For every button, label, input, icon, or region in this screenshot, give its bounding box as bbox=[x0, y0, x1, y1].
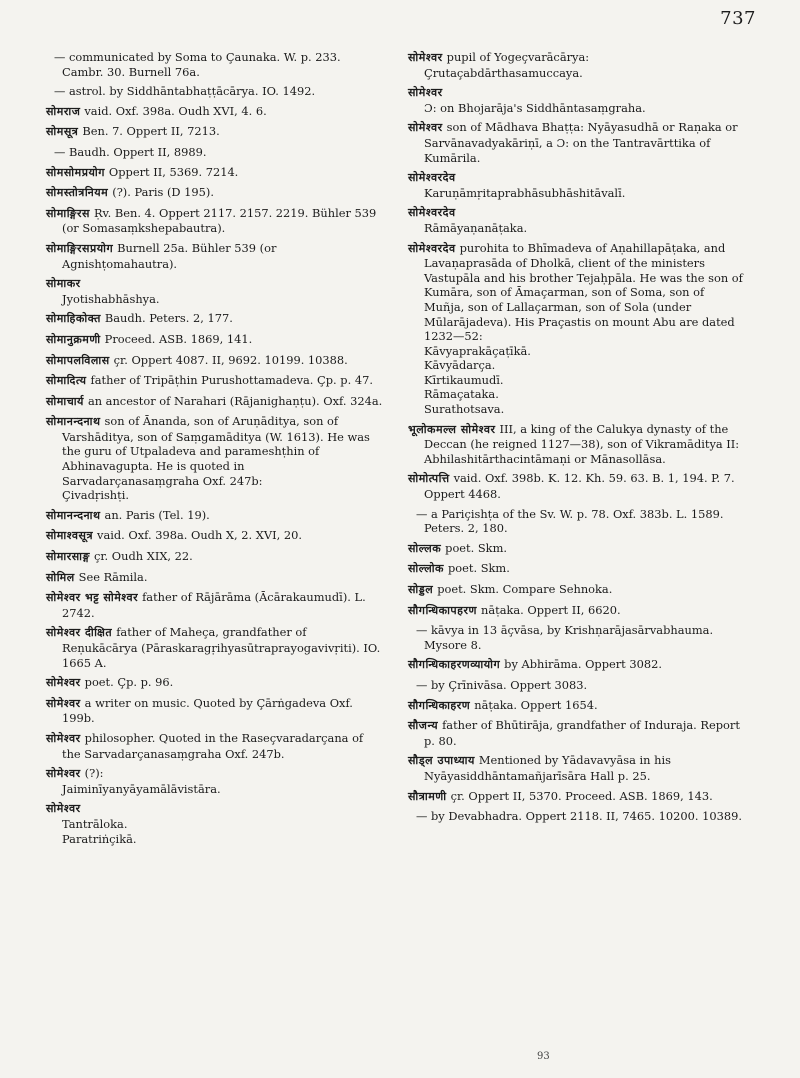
page-number: 737 bbox=[720, 8, 756, 29]
dictionary-entry bbox=[46, 625, 384, 670]
entry-headword: सोमस्तोत्रनियम bbox=[46, 186, 109, 200]
entry-headword: सोमेश्वर bbox=[46, 802, 81, 816]
entry-work-title: Surathotsava. bbox=[424, 402, 505, 417]
dictionary-entry bbox=[416, 507, 746, 536]
entry-work-title: Kāvyaprakāçaṭīkā. bbox=[424, 343, 531, 358]
dictionary-entry bbox=[408, 788, 746, 805]
dictionary-entry bbox=[46, 801, 384, 846]
entry-work-title: Paratriṅçikā. bbox=[62, 831, 137, 846]
entry-text: nāṭaka. Oppert 1654. bbox=[474, 697, 598, 712]
dictionary-entry bbox=[46, 766, 384, 796]
dictionary-entry bbox=[46, 185, 384, 201]
entry-text: poet. Skm. Compare Sehnoka. bbox=[437, 582, 613, 596]
entry-text: son of Mādhava Bhaṭṭa: Nyāyasudhā or Raṇaka or Sarvānavadyakāriṇī, a Ɔ: on the Tantravārttika of Kumārila. bbox=[424, 120, 738, 165]
entry-headword: सौत्रामणी bbox=[408, 789, 447, 803]
dictionary-entry bbox=[46, 276, 384, 306]
dictionary-entry bbox=[46, 205, 384, 236]
entry-headword: सोमिल bbox=[46, 570, 75, 584]
dictionary-entry bbox=[408, 170, 746, 200]
dictionary-entry bbox=[46, 414, 384, 503]
entry-headword: सोमेश्वर bbox=[408, 121, 443, 135]
entry-headword: सौगन्धिकाहरण bbox=[408, 698, 471, 712]
entry-work-title: Jyotishabhāshya. bbox=[62, 291, 160, 306]
entry-text: father of Maheça, grandfather of Reṇukācārya (Pāraskaragṛihyasūtraprayogavivṛiti). IO. 1665 A. bbox=[62, 625, 381, 670]
entry-text: a writer on music. Quoted by Çārṅgadeva Oxf. 199b. bbox=[62, 695, 353, 726]
entry-text: poet. Skm. bbox=[448, 561, 510, 576]
entry-text: — astrol. by Siddhāntabhaṭṭācārya. IO. 1492. bbox=[54, 84, 316, 99]
dictionary-entry bbox=[408, 561, 746, 577]
entry-text: Oppert II, 5369. 7214. bbox=[108, 164, 239, 179]
entry-headword: सोमाङ्गिरस bbox=[46, 206, 90, 220]
entry-text: Burnell 25a. Bühler 539 (or Agnishṭomahautra). bbox=[62, 240, 277, 271]
dictionary-entry bbox=[46, 240, 384, 271]
entry-text: father of Tripāṭhin Purushottamadeva. Çp. p. 47. bbox=[90, 373, 373, 388]
entry-headword: सोमेश्वर bbox=[46, 767, 81, 781]
dictionary-entry bbox=[408, 540, 746, 557]
entry-headword: सौगन्धिकाहरणव्यायोग bbox=[408, 658, 501, 672]
entry-text: an. Paris (Tel. 19). bbox=[104, 507, 210, 522]
entry-text: poet. Skm. bbox=[445, 540, 507, 555]
entry-headword: सोमेश्वर bbox=[408, 51, 443, 64]
dictionary-entry bbox=[46, 569, 384, 586]
entry-text: — communicated by Soma to Çaunaka. W. p. 233. Cambr. 30. Burnell 76a. bbox=[54, 50, 341, 79]
dictionary-entry bbox=[408, 205, 746, 235]
dictionary-entry bbox=[46, 590, 384, 620]
entry-headword: सौगन्धिकापहरण bbox=[408, 603, 477, 617]
entry-text: (?). Paris (D 195). bbox=[112, 185, 214, 200]
entry-text: purohita to Bhīmadeva of Aṇahillapāṭaka, and Lavaṇaprasāda of Dholkā, client of the ministers Vastupāla and his brother Tejaḥpāla. He was the son of Kumāra, son of Āmaçarman, son of Soma, son of Muñja, son of Lallaçarman, son of Sola (under Mūlarājadeva). His Praçastis on mount Abu are dated 1232—52: bbox=[424, 240, 743, 344]
dictionary-entry bbox=[408, 602, 746, 619]
entry-work-title: Çrutaçabdārthasamuccaya. bbox=[424, 65, 583, 80]
entry-headword: सोमापलविलास bbox=[46, 353, 110, 367]
dictionary-entry bbox=[46, 507, 384, 524]
dictionary-entry bbox=[46, 393, 384, 410]
entry-text: Ben. 7. Oppert II, 7213. bbox=[82, 124, 220, 139]
entry-headword: सोमराज bbox=[46, 104, 81, 118]
entry-work-title: Rāmaçataka. bbox=[424, 387, 499, 402]
entry-headword: सोमेश्वरदेव bbox=[408, 241, 456, 255]
entry-headword: सोमानन्दनाथ bbox=[46, 415, 101, 429]
dictionary-entry bbox=[46, 124, 384, 140]
entry-headword: सोमेश्वर भट्ट सोमेश्वर bbox=[46, 591, 139, 605]
dictionary-entry bbox=[416, 809, 746, 824]
entry-text: çr. Oppert II, 5370. Proceed. ASB. 1869, 143. bbox=[450, 788, 713, 803]
dictionary-entry bbox=[46, 730, 384, 761]
entry-text: (?): bbox=[84, 766, 104, 781]
left-column bbox=[46, 50, 384, 851]
entry-headword: सोमसोमप्रयोग bbox=[46, 165, 105, 179]
entry-headword: सोमाश्वसूत्र bbox=[46, 529, 94, 543]
entry-headword: सौजन्य bbox=[408, 719, 439, 733]
entry-work-title: Kīrtikaumudī. bbox=[424, 372, 504, 387]
entry-text: father of Bhūtirāja, grandfather of Induraja. Report p. 80. bbox=[424, 718, 740, 748]
entry-text: son of Ānanda, son of Aruṇāditya, son of Varshāditya, son of Saṃgamāditya (W. 1613). He was the guru of Utpaladeva and parameshṭhin of Abhinavagupta. He is quoted in Sarvadarçanasaṃgraha Oxf. 247b: bbox=[62, 414, 370, 488]
dictionary-entry bbox=[46, 695, 384, 726]
entry-text: — kāvya in 13 āçvāsa, by Krishṇarājasārvabhauma. Mysore 8. bbox=[416, 623, 714, 652]
dictionary-entry bbox=[46, 311, 384, 327]
dictionary-entry bbox=[408, 582, 746, 598]
entry-headword: सोमेश्वर दीक्षित bbox=[46, 626, 113, 640]
entry-work-title: Jaiminīyanyāyamālāvistāra. bbox=[62, 781, 221, 796]
dictionary-entry bbox=[54, 145, 384, 160]
dictionary-entry bbox=[416, 678, 746, 693]
entry-text: çr. Oudh XIX, 22. bbox=[93, 549, 193, 564]
entry-headword: सोमाचार्य bbox=[46, 394, 84, 408]
dictionary-entry bbox=[408, 50, 746, 80]
entry-work-title: Ɔ: on Bhojarāja's Siddhāntasaṃgraha. bbox=[424, 100, 646, 115]
dictionary-entry bbox=[46, 352, 384, 369]
entry-headword: सोड्डल bbox=[408, 583, 434, 596]
entry-headword: सोमेश्वर bbox=[46, 676, 81, 690]
entry-headword: सोमेश्वरदेव bbox=[408, 206, 456, 220]
entry-headword: सोमाहिकोक्त bbox=[46, 312, 101, 326]
entry-text: — Baudh. Oppert II, 8989. bbox=[54, 144, 207, 159]
entry-work-title: Abhilashitārthacintāmaṇi or Mānasollāsa. bbox=[424, 451, 666, 466]
entry-text: pupil of Yogeçvarācārya: bbox=[446, 50, 590, 64]
dictionary-entry bbox=[46, 675, 384, 691]
dictionary-entry bbox=[408, 657, 746, 673]
footer-signature-mark: 93 bbox=[537, 1051, 550, 1062]
dictionary-entry bbox=[46, 164, 384, 181]
dictionary-entry bbox=[408, 697, 746, 714]
entry-headword: सोमसूत्र bbox=[46, 125, 79, 139]
entry-text: Ṛv. Ben. 4. Oppert 2117. 2157. 2219. Bühler 539 (or Somasaṃkshepabautra). bbox=[62, 205, 377, 236]
right-column bbox=[408, 50, 746, 829]
entry-work-title: Tantrāloka. bbox=[62, 816, 128, 831]
entry-headword: सोमेश्वरदेव bbox=[408, 171, 456, 185]
dictionary-entry bbox=[408, 120, 746, 165]
entry-work-title: Rāmāyaṇanāṭaka. bbox=[424, 220, 528, 235]
entry-headword: सोमेश्वर bbox=[46, 696, 81, 710]
entry-text: vaid. Oxf. 398a. Oudh X, 2. XVI, 20. bbox=[97, 528, 302, 543]
entry-headword: सोमानन्दनाथ bbox=[46, 508, 101, 522]
dictionary-entry bbox=[46, 549, 384, 565]
entry-work-title: Kāvyādarça. bbox=[424, 358, 496, 373]
entry-text: See Rāmila. bbox=[78, 569, 148, 584]
entry-headword: सोमारसाङ्ग bbox=[46, 550, 90, 564]
entry-headword: सोमानुक्रमणी bbox=[46, 332, 101, 346]
entry-headword: सोमोत्पत्ति bbox=[408, 472, 450, 486]
entry-headword: सौड्ल उपाध्याय bbox=[408, 754, 475, 768]
dictionary-entry bbox=[408, 718, 746, 748]
entry-text: vaid. Oxf. 398b. K. 12. Kh. 59. 63. B. 1, 194. P. 7. Oppert 4468. bbox=[424, 471, 735, 502]
dictionary-entry bbox=[54, 50, 384, 79]
entry-text: Proceed. ASB. 1869, 141. bbox=[104, 331, 253, 346]
entry-text: Baudh. Peters. 2, 177. bbox=[104, 311, 233, 326]
entry-headword: सोमाङ्गिरसप्रयोग bbox=[46, 241, 114, 255]
dictionary-entry bbox=[46, 528, 384, 544]
entry-work-title: Çivadṛishṭi. bbox=[62, 488, 129, 503]
dictionary-entry bbox=[46, 373, 384, 389]
dictionary-entry bbox=[408, 753, 746, 783]
entry-text: nāṭaka. Oppert II, 6620. bbox=[480, 602, 621, 617]
entry-headword: सोल्लक bbox=[408, 541, 442, 555]
entry-text: an ancestor of Narahari (Rājanighaṇṭu). Oxf. 324a. bbox=[87, 393, 383, 408]
entry-headword: भूलोकमल्ल सोमेश्वर bbox=[408, 422, 496, 436]
entry-headword: सोमेश्वर bbox=[408, 86, 443, 100]
dictionary-entry bbox=[416, 623, 746, 652]
dictionary-entry bbox=[54, 84, 384, 99]
entry-text: — by Çrīnivāsa. Oppert 3083. bbox=[416, 677, 588, 692]
entry-headword: सोमाकर bbox=[46, 277, 81, 291]
entry-text: poet. Çp. p. 96. bbox=[84, 675, 174, 690]
entry-text: by Abhirāma. Oppert 3082. bbox=[504, 657, 662, 672]
dictionary-entry bbox=[46, 103, 384, 120]
entry-text: father of Rājārāma (Ācārakaumudī). L. 2742. bbox=[62, 590, 366, 620]
entry-headword: सोमादित्य bbox=[46, 374, 87, 388]
entry-text: çr. Oppert 4087. II, 9692. 10199. 10388. bbox=[113, 352, 348, 367]
entry-headword: सोल्लोक bbox=[408, 562, 445, 576]
dictionary-entry bbox=[408, 85, 746, 115]
entry-text: III, a king of the Calukya dynasty of the Deccan (he reigned 1127—38), son of Vikramāditya II: bbox=[424, 421, 740, 452]
entry-text: vaid. Oxf. 398a. Oudh XVI, 4. 6. bbox=[84, 103, 267, 118]
entry-text: Mentioned by Yādavavyāsa in his Nyāyasiddhāntamañjarīsāra Hall p. 25. bbox=[424, 753, 671, 783]
entry-text: — a Pariçishṭa of the Sv. W. p. 78. Oxf. 383b. L. 1589. Peters. 2, 180. bbox=[416, 506, 724, 536]
dictionary-entry bbox=[408, 421, 746, 467]
entry-work-title: Karuṇāmṛitaprabhāsubhāshitāvalī. bbox=[424, 185, 626, 200]
dictionary-entry bbox=[408, 240, 746, 417]
entry-text: philosopher. Quoted in the Raseçvaradarçana of the Sarvadarçanasaṃgraha Oxf. 247b. bbox=[62, 730, 364, 761]
dictionary-entry bbox=[408, 471, 746, 502]
entry-text: — by Devabhadra. Oppert 2118. II, 7465. 10200. 10389. bbox=[416, 809, 742, 824]
dictionary-entry bbox=[46, 331, 384, 348]
entry-headword: सोमेश्वर bbox=[46, 731, 81, 745]
